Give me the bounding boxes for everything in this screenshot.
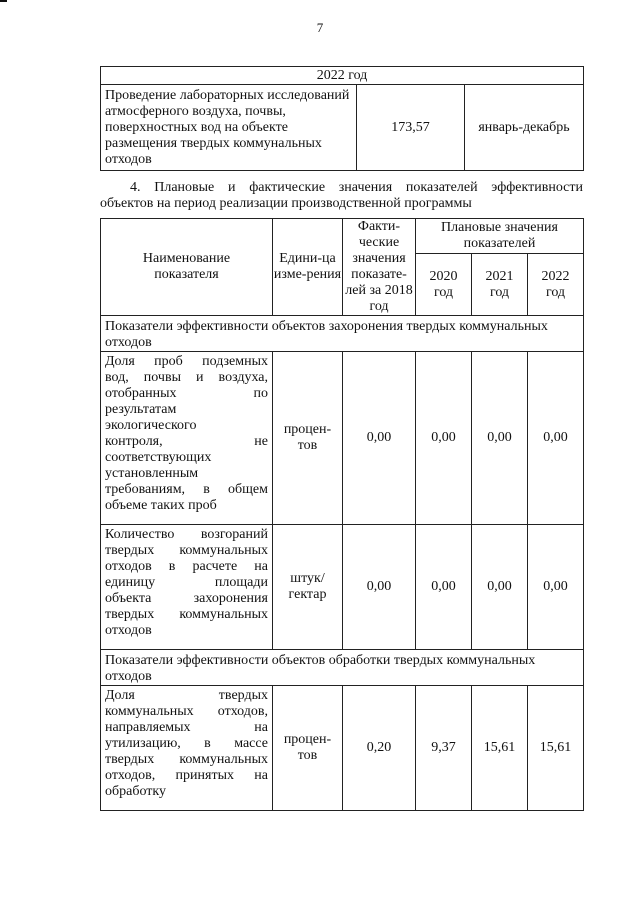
indicator-2021: 0,00 — [472, 525, 528, 650]
section-title-processing: Показатели эффективности объектов обработки твердых коммунальных отходов — [101, 650, 584, 686]
section-title-landfill: Показатели эффективности объектов захоронения твердых коммунальных отходов — [101, 316, 584, 352]
header-fact — [343, 219, 416, 316]
name-line: результатам — [105, 402, 177, 417]
indicator-2020: 0,00 — [416, 352, 472, 525]
name-line: соответствующих — [105, 450, 212, 465]
indicators-table — [100, 218, 584, 811]
header-fact-text: Факти-ческие значения показате-лей за 2018 год — [345, 219, 413, 314]
name-line: установленным — [105, 466, 199, 481]
name-line: Доля твердых — [105, 688, 268, 703]
event-period: январь-декабрь — [465, 85, 584, 171]
header-year-2022: 2022 год — [528, 254, 584, 316]
name-line: контроля, не — [105, 434, 268, 449]
indicator-fact: 0,20 — [343, 686, 416, 811]
indicator-2022: 0,00 — [528, 352, 584, 525]
name-line: отходов — [105, 623, 152, 638]
name-line: направляемых на — [105, 720, 268, 735]
header-unit-text: Едини-ца изме-рения — [273, 251, 342, 282]
header-plan: Плановые значения показателей — [416, 219, 584, 254]
indicator-unit: штук/ гектар — [273, 525, 343, 650]
name-line: твердых коммунальных — [105, 543, 268, 558]
indicator-2020: 9,37 — [416, 686, 472, 811]
name-line: объеме таких проб — [105, 498, 217, 513]
name-line: твердых коммунальных — [105, 607, 268, 622]
year-header: 2022 год — [101, 67, 584, 85]
table-row — [101, 525, 584, 650]
event-name: Проведение лабораторных исследований атмосферного воздуха, почвы, поверхностных вод на объекте размещения твердых коммунальных отходов — [101, 85, 357, 171]
name-line: утилизацию, в массе — [105, 736, 268, 751]
indicator-2021: 15,61 — [472, 686, 528, 811]
section-heading-line-1: 4. Плановые и фактические значения показателей эффективности — [130, 180, 583, 195]
indicator-name — [101, 525, 273, 650]
name-line: экологического — [105, 418, 197, 433]
name-line: Доля проб подземных — [105, 354, 268, 369]
name-line: вод, почвы и воздуха, — [105, 370, 268, 385]
name-line: отходов в расчете на — [105, 559, 268, 574]
header-name: Наименование показателя — [101, 219, 273, 316]
indicator-2021: 0,00 — [472, 352, 528, 525]
corner-mark — [0, 0, 7, 2]
name-line: объекта захоронения — [105, 591, 268, 606]
indicator-unit: процен-тов — [273, 686, 343, 811]
page-number: 7 — [316, 20, 324, 35]
section-heading-line-2: объектов на период реализации производственной программы — [100, 196, 472, 211]
header-year-2020: 2020 год — [416, 254, 472, 316]
name-line: требованиям, в общем — [105, 482, 268, 497]
name-line: Количество возгораний — [105, 527, 268, 542]
header-year-2021: 2021 год — [472, 254, 528, 316]
name-line: отобранных по — [105, 386, 268, 401]
table-row — [101, 85, 584, 171]
events-table — [100, 66, 584, 171]
indicator-name — [101, 352, 273, 525]
indicator-2020: 0,00 — [416, 525, 472, 650]
indicator-2022: 0,00 — [528, 525, 584, 650]
table-row — [101, 352, 584, 525]
section-heading — [100, 180, 583, 212]
header-unit — [273, 219, 343, 316]
table-row — [101, 686, 584, 811]
indicator-unit: процен-тов — [273, 352, 343, 525]
name-line: обработку — [105, 784, 166, 799]
indicator-fact: 0,00 — [343, 525, 416, 650]
name-line: твердых коммунальных — [105, 752, 268, 767]
indicator-name — [101, 686, 273, 811]
indicator-2022: 15,61 — [528, 686, 584, 811]
event-cost: 173,57 — [357, 85, 465, 171]
name-line: коммунальных отходов, — [105, 704, 268, 719]
name-line: отходов, принятых на — [105, 768, 268, 783]
name-line: единицу площади — [105, 575, 268, 590]
indicator-fact: 0,00 — [343, 352, 416, 525]
